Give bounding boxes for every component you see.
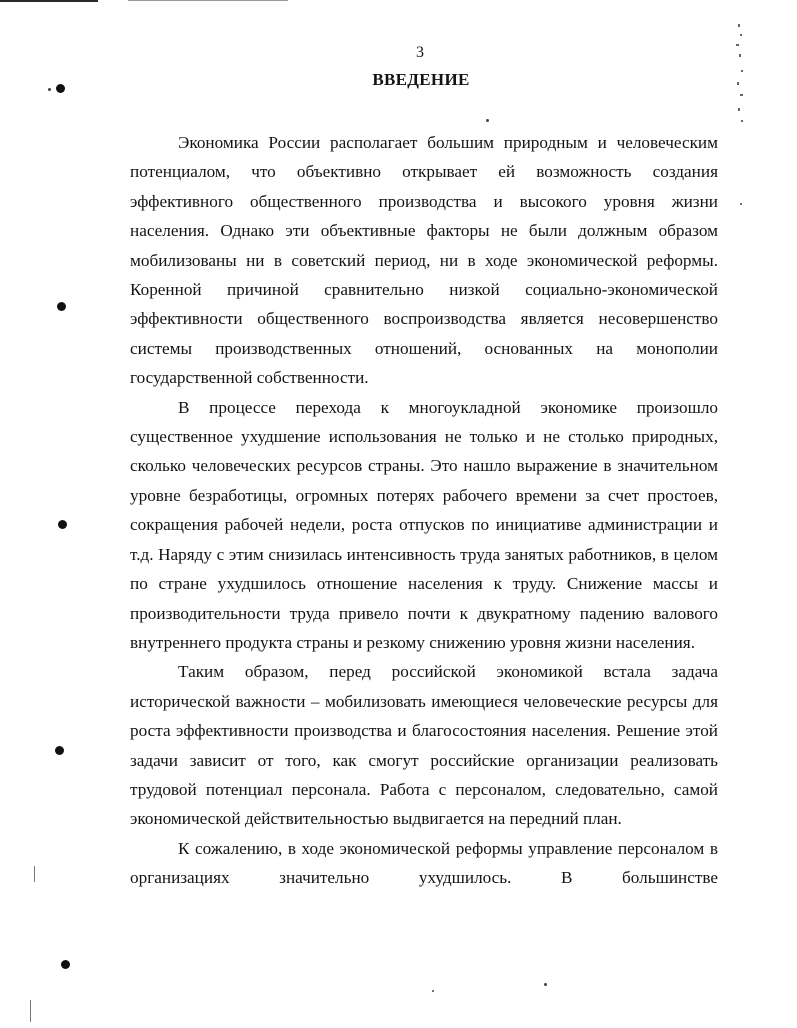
punch-hole-mark (57, 302, 66, 311)
paragraph-3: Таким образом, перед российской экономикой встала задача исторической важности – мобилизовать имеющиеся человеческие ресурсы для роста эффективности производства и благосостояния населения. Решение этой задачи зависит от того, как смогут российские организации реализовать трудовой потенциал персонала. Работа с персоналом, следовательно, самой экономической действительностью выдвигается на передний план. (130, 662, 718, 829)
scan-speck (48, 88, 51, 91)
punch-hole-mark (58, 520, 67, 529)
page-title: ВВЕДЕНИЕ (372, 70, 470, 89)
margin-scan-line (30, 1000, 31, 1022)
paragraph-4: К сожалению, в ходе экономической реформы управление персоналом в организациях значительно ухудшилось. В большинстве (130, 838, 718, 888)
scan-speck (740, 203, 742, 205)
scan-speck (432, 990, 434, 992)
top-scan-rule-left (0, 0, 98, 2)
scan-speck (544, 983, 547, 986)
paragraph-1: Экономика России располагает большим природным и человеческим потенциалом, что объективно открывает ей возможность создания эффективного общественного производства и высокого уровня жизни населения. Однако эти объективные факторы не были должным образом мобилизованы ни в советский период, ни в ходе экономической реформы. Коренной причиной сравнительно низкой социально-экономической эффективности общественного воспроизводства является несовершенство системы производственных отношений, основанных на монополии государственной собственности. (130, 133, 718, 388)
punch-hole-mark (55, 746, 64, 755)
scan-speck (486, 119, 489, 122)
margin-scan-line (34, 866, 35, 882)
document-body (130, 128, 718, 893)
paragraph-2: В процессе перехода к многоукладной экономике произошло существенное ухудшение использования не только и не столько природных, сколько человеческих ресурсов страны. Это нашло выражение в значительном уровне безработицы, огромных потерях рабочего времени за счет простоев, сокращения рабочей недели, роста отпусков по инициативе администрации и т.д. Наряду с этим снизилась интенсивность труда занятых работников, в целом по стране ухудшилось отношение населения к труду. Снижение массы и производительности труда привело почти к двукратному падению валового внутреннего продукта страны и резкому снижению уровня жизни населения. (130, 397, 718, 652)
punch-hole-mark (56, 84, 65, 93)
punch-hole-mark (61, 960, 70, 969)
page-number: 3 (416, 44, 424, 61)
edge-scan-marks (730, 22, 750, 132)
top-scan-rule-right (128, 0, 288, 1)
